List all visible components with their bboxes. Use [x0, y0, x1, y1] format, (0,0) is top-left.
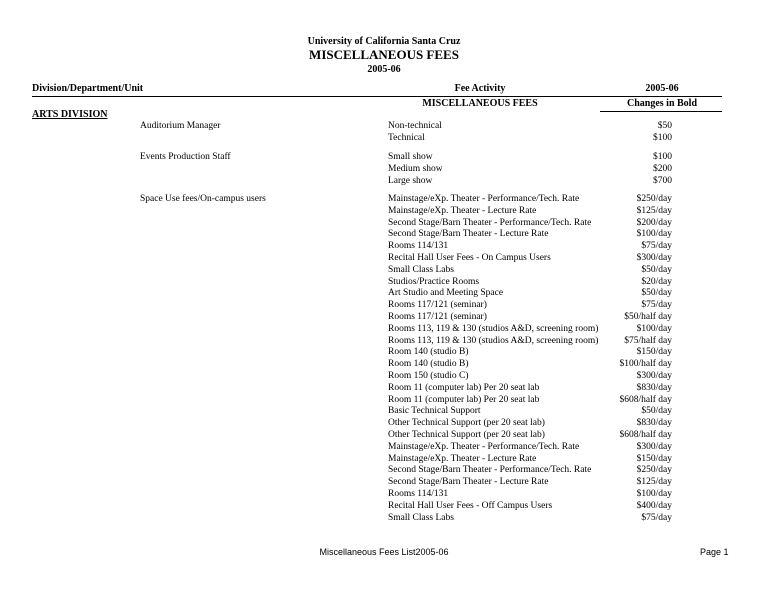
header-rule [32, 96, 722, 97]
fee-activity: Room 11 (computer lab) Per 20 seat lab [388, 382, 540, 393]
fee-amount: $150/day [636, 453, 672, 464]
fee-amount: $100/half day [619, 359, 672, 370]
fee-amount-list [600, 121, 672, 145]
fee-amount: $50/day [641, 288, 672, 299]
fee-activity: Room 11 (computer lab) Per 20 seat lab [388, 394, 540, 405]
unit-name: Space Use fees/On-campus users [140, 194, 266, 204]
fee-amount: $300/day [636, 441, 672, 452]
footer-page-number: Page 1 [700, 547, 729, 557]
fee-activity: Large show [388, 175, 433, 186]
fee-activity: Room 140 (studio B) [388, 359, 469, 370]
fee-amount: $50/day [641, 406, 672, 417]
fee-amount: $608/half day [619, 394, 672, 405]
fee-activity: Studios/Practice Rooms [388, 276, 480, 287]
fee-activity: Medium show [388, 163, 443, 174]
column-header-year: 2005-06 [645, 83, 679, 94]
fee-amount: $300/day [636, 370, 672, 381]
fee-amount: $20/day [641, 276, 672, 287]
fee-amount: $100 [653, 152, 672, 162]
fee-activity: Room 150 (studio C) [388, 370, 469, 381]
fee-activity: Basic Technical Support [388, 406, 481, 417]
unit-name: Events Production Staff [140, 152, 231, 162]
fee-amount: $125/day [636, 477, 672, 488]
fee-amount: $200/day [636, 217, 672, 228]
fee-amount-list [600, 152, 672, 187]
fee-amount: $50 [657, 121, 672, 131]
column-subheader-year: Changes in Bold [626, 98, 698, 109]
fee-amount: $830/day [636, 418, 672, 429]
fee-activity: Art Studio and Meeting Space [388, 288, 504, 299]
fee-amount: $700 [653, 175, 672, 186]
fee-activity: Mainstage/eXp. Theater - Lecture Rate [388, 205, 537, 216]
fee-amount: $300/day [636, 252, 672, 263]
fee-activity: Mainstage/eXp. Theater - Performance/Tech. Rate [388, 194, 580, 204]
fee-amount: $125/day [636, 205, 672, 216]
fee-activity: Second Stage/Barn Theater - Performance/Tech. Rate [388, 465, 592, 476]
fee-activity-list [388, 121, 442, 145]
fee-activity: Small show [388, 152, 433, 162]
document-year: 2005-06 [367, 64, 401, 75]
fee-amount: $608/half day [619, 429, 672, 440]
fee-activity: Small Class Labs [388, 264, 454, 275]
fee-amount: $150/day [636, 347, 672, 358]
fee-amount: $75/day [641, 241, 672, 252]
fee-activity: Small Class Labs [388, 512, 454, 523]
fee-amount: $400/day [636, 500, 672, 511]
fee-activity: Rooms 117/121 (seminar) [388, 311, 487, 322]
column-header-division: Division/Department/Unit [32, 83, 144, 94]
fee-activity: Rooms 114/131 [388, 488, 449, 499]
fee-activity: Room 140 (studio B) [388, 347, 469, 358]
fee-activity: Recital Hall User Fees - On Campus Users [388, 252, 551, 263]
fee-activity: Other Technical Support (per 20 seat lab) [388, 418, 545, 429]
document-title: MISCELLANEOUS FEES [309, 47, 459, 62]
fee-activity-list [388, 152, 443, 187]
fee-activity: Rooms 114/131 [388, 241, 449, 252]
fee-amount: $100/day [636, 323, 672, 334]
unit-name: Auditorium Manager [140, 121, 221, 131]
fee-activity: Rooms 113, 119 & 130 (studios A&D, screening room) [388, 323, 599, 334]
fee-amount: $100 [653, 132, 672, 143]
fee-activity: Mainstage/eXp. Theater - Lecture Rate [388, 453, 537, 464]
fee-amount: $100/day [636, 229, 672, 240]
fee-activity: Rooms 117/121 (seminar) [388, 300, 487, 311]
fee-activity: Rooms 113, 119 & 130 (studios A&D, screening room) [388, 335, 599, 346]
division-name: ARTS DIVISION [32, 109, 108, 120]
fee-activity: Recital Hall User Fees - Off Campus Users [388, 500, 553, 511]
column-header-fee-activity: Fee Activity [454, 83, 506, 94]
fee-amount: $830/day [636, 382, 672, 393]
fee-activity: Second Stage/Barn Theater - Performance/Tech. Rate [388, 217, 592, 228]
fee-amount: $250/day [636, 194, 672, 204]
fee-activity: Non-technical [388, 121, 442, 131]
fee-activity: Second Stage/Barn Theater - Lecture Rate [388, 477, 549, 488]
fee-amount: $100/day [636, 488, 672, 499]
fee-activity-list [388, 194, 598, 524]
column-subheader-fee-activity: MISCELLANEOUS FEES [422, 98, 538, 109]
fee-amount: $75/day [641, 300, 672, 311]
institution-name: University of California Santa Cruz [307, 36, 461, 47]
fee-amount: $75/half day [624, 335, 672, 346]
fee-amount: $50/day [641, 264, 672, 275]
fee-amount-list [600, 194, 672, 524]
footer-filename: Miscellaneous Fees List2005-06 [319, 547, 449, 557]
fee-amount: $50/half day [624, 311, 672, 322]
fee-activity: Second Stage/Barn Theater - Lecture Rate [388, 229, 549, 240]
fee-amount: $250/day [636, 465, 672, 476]
fee-activity: Technical [388, 132, 425, 143]
changes-rule [600, 111, 722, 112]
fee-amount: $75/day [641, 512, 672, 523]
fee-activity: Mainstage/eXp. Theater - Performance/Tech. Rate [388, 441, 580, 452]
fee-activity: Other Technical Support (per 20 seat lab) [388, 429, 545, 440]
fee-amount: $200 [653, 163, 672, 174]
